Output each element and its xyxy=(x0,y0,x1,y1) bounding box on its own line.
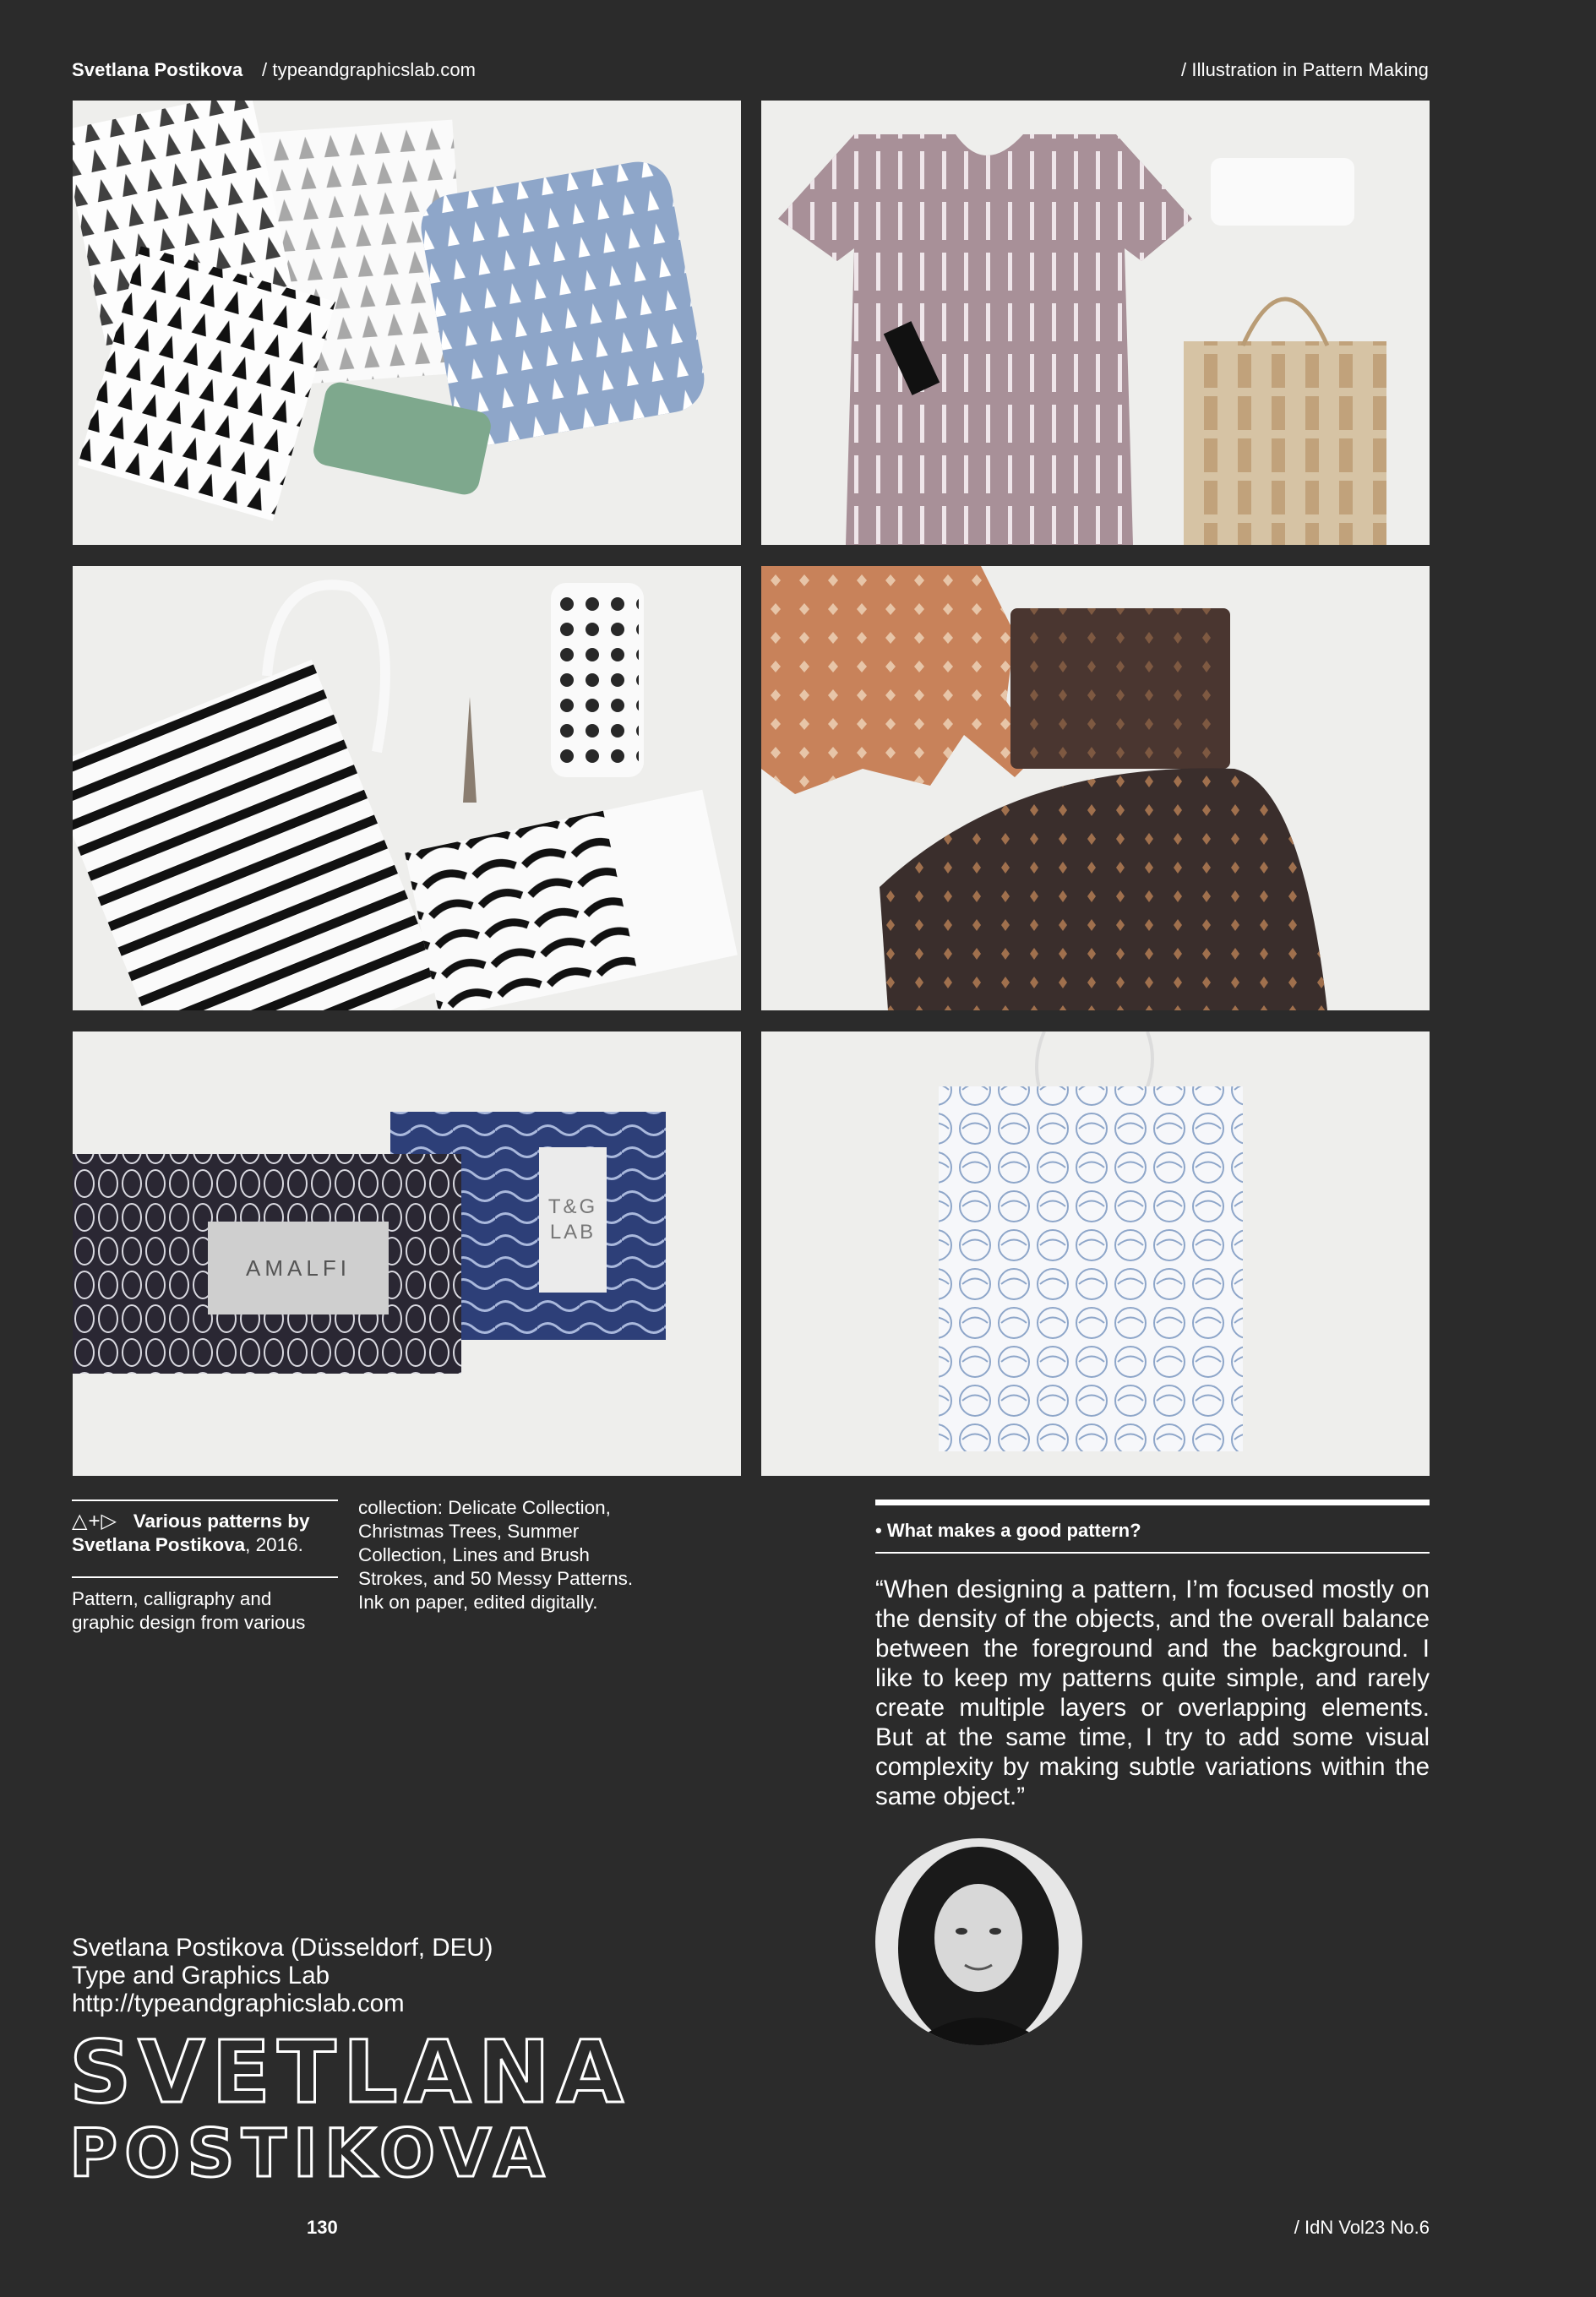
caption-title-year: , 2016. xyxy=(245,1534,303,1555)
issue-label: / IdN Vol23 No.6 xyxy=(1294,2217,1430,2238)
quote-text: “When designing a pattern, I’m focused mostly on the density of the objects, and the overall balance between the foreground and the background. I like to keep my patterns quite simple, and rarely create multiple layers or overlapping elements. But at the same time, I try to add some visual complexity by making subtle variations within the same object.” xyxy=(875,1576,1430,1810)
caption-title xyxy=(72,1510,342,1557)
header-section: / Illustration in Pattern Making xyxy=(1180,59,1429,80)
caption-rule-mid xyxy=(72,1576,338,1578)
photo-gloves-wallet xyxy=(761,566,1430,1010)
quote-rule-bottom xyxy=(875,1552,1430,1554)
caption-title-bold: Various patterns by Svetlana Postikova xyxy=(72,1510,310,1555)
box-label-amalfi: AMALFI xyxy=(208,1222,389,1315)
photo-christmas-patterns xyxy=(73,101,741,545)
caption-body-right: collection: Delicate Collection, Christmas Trees, Summer Collection, Lines and Brush Strokes, and 50 Messy Patterns. Ink on paper, edited digitally. xyxy=(358,1497,634,1613)
credit-url[interactable]: http://typeandgraphicslab.com xyxy=(72,1989,405,2017)
question-heading: • What makes a good pattern? xyxy=(875,1520,1141,1541)
portrait-avatar xyxy=(875,1838,1082,2045)
box-label-tg-lab xyxy=(539,1147,607,1293)
box-label-lab: LAB xyxy=(549,1221,596,1244)
caption-rule-top xyxy=(72,1500,338,1501)
quote-rule-top xyxy=(875,1500,1430,1505)
box-label-tg: T&G xyxy=(547,1195,598,1218)
photo-tshirt-bag xyxy=(761,101,1430,545)
credit-studio: Type and Graphics Lab xyxy=(72,1962,330,1989)
photo-shopping-bag xyxy=(761,1031,1430,1476)
header-author: Svetlana Postikova xyxy=(72,59,243,80)
credit-block xyxy=(72,1934,493,2017)
photo-striped-bag xyxy=(73,566,741,1010)
header-site[interactable]: / typeandgraphicslab.com xyxy=(262,59,477,80)
big-name-first: SVETLANA xyxy=(69,2022,630,2123)
caption-body-left: Pattern, calligraphy and graphic design from various xyxy=(72,1588,306,1633)
triangle-symbols-icon: △+▷ xyxy=(72,1510,117,1532)
photo-boxes xyxy=(73,1031,741,1476)
credit-name-location: Svetlana Postikova (Düsseldorf, DEU) xyxy=(72,1934,493,1962)
big-name-last: POSTIKOVA xyxy=(69,2116,552,2192)
page-number: 130 xyxy=(307,2217,338,2238)
